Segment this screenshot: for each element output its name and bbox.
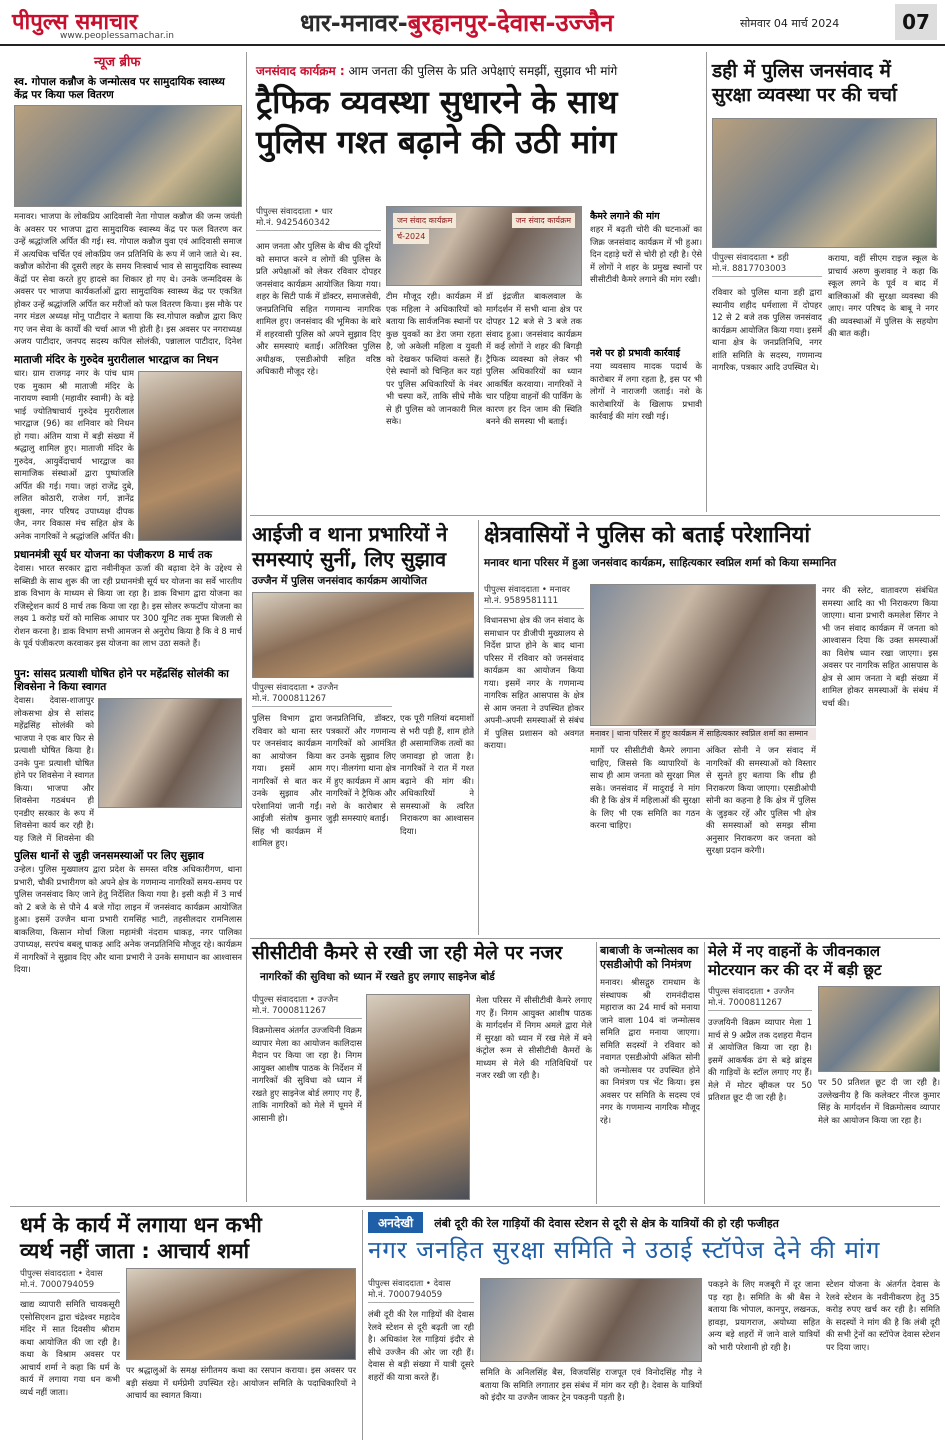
brief-body: धार। ग्राम राजगढ़ नगर के पांच धाम एक मुकाम श्री माताजी मंदिर के नारायण स्वामी (महावीर स्वामी) के बड़े भाई ज्योतिषाचार्य गुरुदेव मुरारीलाल भारद्वाज (96) का शनिवार को निधन हो गया। अंतिम यात्रा में बड़ी संख्या में श्रद्धालु शामिल हुए। माताजी मंदिर के गुरुदेव, आयुर्वेदाचार्य भारद्वाज का सामाजिक संस्थाओं द्वारा पुष्पांजलि अर्पित की गई। गया। जहां राजेंद्र दुबे, ललित कोठारी, राजेश गर्ग, ज्ञानेंद्र शुक्ला, नगर परिषद उपाध्यक्ष दीपक जैन, नगर विकास मंच सहित क्षेत्र के अनेक नागरिकों ने श्रद्धांजलि अर्पित की। <box>14 368 134 541</box>
ig-text-col: पुलिस विभाग द्वारा रविवार को थाना स्तर पर जनसंवाद कार्यक्रम का आयोजन किया गया। इसमें आम नागरिकों से बात कर उनके सुझाव और परेशानियां जानी गईं। आईजी संतोष कुमार सिंह भी कार्यक्रम में शामिल हुए। <box>252 713 322 848</box>
vehicles-headline: मेले में नए वाहनों के जीवनकाल मोटरयान कर की दर में बड़ी छूट <box>708 942 882 979</box>
manawar-text-col: नगर की स्लेट, वातावरण संबंधित समस्या आदि का भी निराकरण किया जाएगा। थाना प्रभारी कमलेश सिंगर ने भी जन संवाद कार्यक्रम में जनता को आश्वासन दिया कि उक्त समस्याओं का विशेष ध्यान रखा जाएगा। इस अवसर पर नागरिक सहित आसपास के क्षेत्र से आम जनता ने बड़ी संख्या में शामिल होकर समस्याओं के संबंध में चर्चा की। <box>822 585 938 708</box>
cctv-text-col: विक्रमोत्सव अंतर्गत उज्जयिनी विक्रम व्यापार मेला का आयोजन कालिदास मैदान पर किया जा रहा है। निगम आयुक्त आशीष पाठक के निर्देशन में नागरिकों की सुविधा को ध्यान में रखते हुए साइनेज बोर्ड लगाए गए हैं, ताकि नागरिकों को मेले में घूमने में आसानी हो। <box>252 1025 362 1123</box>
section-divider <box>250 938 940 939</box>
manawar-byline: पीपुल्स संवाददाता • मनावर मो.नं. 9589581111 <box>484 584 584 609</box>
column-divider <box>704 942 705 1204</box>
dharma-headline: धर्म के कार्य में लगाया धन कभी व्यर्थ नहीं जाता : आचार्य शर्मा <box>20 1213 262 1264</box>
manawar-photo-caption: मनावर | थाना परिसर में हुए कार्यक्रम में साहित्यकार स्वप्निल शर्मा का सम्मान <box>590 728 816 740</box>
cctv-headline: सीसीटीवी कैमरे से रखी जा रही मेले पर नजर <box>252 942 563 964</box>
rail-photo <box>480 1278 702 1362</box>
brief-photo <box>14 105 242 207</box>
brief-body: देवास। भारत सरकार द्वारा नवीनीकृत ऊर्जा की बढ़ावा देने के उद्देश्य से सब्सिडी के साथ शुरू की जा रही प्रधानमंत्री सूर्य घर योजना का सर्वे भारतीय डाक विभाग के माध्यम से किया जा रहा है। डाक विभाग द्वारा योजना का रजिस्ट्रेशन कार्य 8 मार्च तक किया जा रहा है। इस सोलर रूफटॉप योजना का लक्ष्य 1 करोड़ घरों को मासिक आधार पर 300 यूनिट तक मुफ्त बिजली से रोशन करना है। डाक विभाग सभी आमजन से अनुरोध किया है कि वे 8 मार्च के पूर्व पंजीकरण करवाकर इस योजना का लाभ उठा सकते हैं। <box>14 563 242 648</box>
rail-tag: अनदेखी <box>368 1212 423 1233</box>
brief-body: मनावर। भाजपा के लोकप्रिय आदिवासी नेता गोपाल कन्नौज की जन्म जयंती के अवसर पर भाजपा द्वारा सामुदायिक स्वास्थ्य केंद्र पर फल वितरण कर उन्हें श्रद्धांजलि अर्पित की गई। स्व. गोपाल कन्नौज युवा एवं आदिवासी समाज में अत्यधिक चर्चित एवं लोकप्रिय जन प्रतिनिधि के रूप में जाने जाते थे। स्व. कन्नौज कोरोना की दूसरी लहर के समय निःस्वार्थ भाव से सामुदायिक स्वास्थ्य केंद्रों पर सेवा करते हुए हादसे का शिकार हो गए थे। उनके जन्मदिवस के अवसर पर भाजपा कार्यकर्ताओं द्वारा सामुदायिक स्वास्थ्य केंद्र पर एकत्रित होकर उन्हें श्रद्धांजलि अर्पित कर मरीजों को फल वितरण किया। इस मौके पर नगर मंडल अध्यक्ष मोनू पाटीदार ने बताया कि स्व.गोपाल कन्नौज द्वारा किए गए जन सेवा के कार्यों की चर्चा आज भी होती है। इस अवसर पर नगराध्यक्ष अजय पाटीदार, जनपद सदस्य कपिल सोलंकी, पन्नालाल पाटीदार, दिनेश <box>14 211 242 346</box>
brief-photo <box>98 698 242 808</box>
cctv-photo <box>366 994 470 1200</box>
brief-body: उन्हेल। पुलिस मुख्यालय द्वारा प्रदेश के समस्त वरिष्ठ अधिकारीगण, थाना प्रभारी, चौकी प्रभारीगण को अपने क्षेत्र के गणमान्य नागरिकों समय-समय पर पुलिस जनसंवाद किए जाने हेतु निर्देशित किया गया है। इसी कड़ी में 3 मार्च को 2 बजे के से पौने 4 बजे गोंदा लाइन में जनसंवाद कार्यक्रम आयोजित हुआ। इसमें उज्जैन थाना प्रभारी रामसिंह भाटी, तहसीलदार रामनिलास बाकलिया, किसान मोर्चा जिला महामंत्री नंदराम धाकड़, नगर पालिका उपाध्यक्ष, सरपंच बबलू धाकड़ आदि अनेक जनप्रतिनिधि मौजूद रहे। कार्यक्रम में नागरिकों ने सुझाव दिए और थाना प्रभारी ने उनके समाधान का आश्वासन दिया। <box>14 864 242 974</box>
brief-headline: माताजी मंदिर के गुरुदेव मुरारीलाल भारद्वाज का निधन <box>14 354 219 366</box>
dahi-headline: डही में पुलिस जनसंवाद में सुरक्षा व्यवस्था पर की चर्चा <box>712 60 897 106</box>
dahi-text-col: रविवार को पुलिस थाना डही द्वारा स्थानीय शहीद धर्मशाला में दोपहर 12 से 2 बजे तक पुलिस जनसंवाद कार्यक्रम आयोजित किया गया। इसमें थाना क्षेत्र के जनप्रतिनिधि, नगर शांति समिति के सदस्य, गणमान्य नागरिक, पत्रकार आदि उपस्थित थे। <box>712 287 822 372</box>
cctv-subhead: नागरिकों की सुविधा को ध्यान में रखते हुए लगाए साइनेज बोर्ड <box>260 971 495 983</box>
lead-text-col: आम जनता और पुलिस के बीच की दूरियों को समाप्त करने व लोगों की पुलिस के प्रति अपेक्षाओं को लेकर रविवार दोपहर जनसंवाद कार्यक्रम आयोजित किया गया। शहर के सिटी पार्क में डॉक्टर, समाजसेवी, जनप्रतिनिधि सहित गणमान्य नागरिक शामिल हुए। जनसंवाद की भूमिका के बारे में शहरवासी पुलिस को अपने सुझाव दिए और समस्याएं बताईं। अतिरिक्त पुलिस अधीक्षक, एसडीओपी सहित वरिष्ठ अधिकारी मौजूद रहे। <box>256 241 381 376</box>
column-divider <box>706 52 707 512</box>
issue-date: सोमवार 04 मार्च 2024 <box>740 17 840 30</box>
ig-subhead: उज्जैन में पुलिस जनसंवाद कार्यक्रम आयोजित <box>252 575 427 587</box>
column-divider <box>478 520 479 935</box>
vehicles-photo <box>818 986 940 1072</box>
manawar-text-col: मार्गों पर सीसीटीवी कैमरे लगाना चाहिए, जिससे कि व्यापारियों के साथ ही आम जनता को सुरक्षा मिल सके। जनसंवाद में मादुराई ने मांग की है कि क्षेत्र में महिलाओं की सुरक्षा के लिए भी एक समिति का गठन करना चाहिए। <box>590 745 700 830</box>
ig-text-col: जनप्रतिनिधि, डॉक्टर, पत्रकारों और गणमान्य नागरिकों को आमंत्रित कर उनके सुझाव लिए गए। नीलगंगा थाना क्षेत्र में हुए कार्यक्रम में आम नागरिकों ने ट्रैफिक और नशे के कारोबार से जुड़ी समस्याएं बताईं। <box>326 713 396 823</box>
dharma-text-col: खाद्य व्यापारी समिति चायकसूरी एसोसिएशन द्वारा चंद्रेश्वर महादेव मंदिर में सात दिवसीय श्रीराम कथा आयोजित की जा रही है। कथा के विश्राम अवसर पर आचार्य शर्मा ने कहा कि धर्म के कार्य में लगाया गया धन कभी व्यर्थ नहीं जाता। <box>20 1299 120 1397</box>
manawar-photo <box>590 584 816 726</box>
manawar-subhead: मनावर थाना परिसर में हुआ जनसंवाद कार्यक्रम, साहित्यकार स्वप्निल शर्मा को किया सम्मानित <box>484 557 837 569</box>
dahi-text-col: कराया, वहीं सीएम राइज स्कूल के प्राचार्य अरुण कुशवाह ने कहा कि स्कूल लगने के पूर्व व बाद में बालिकाओं की सुरक्षा व्यवस्था की जाए। नगर परिषद के बाबू ने नगर की व्यवस्थाओं में पुलिस के सहयोग की बात कही। <box>828 253 938 338</box>
baba-headline: बाबाजी के जन्मोत्सव का एसडीओपी को निमंत्रण <box>600 944 699 971</box>
rail-tag-strip <box>368 1212 940 1232</box>
lead-text-col: डॉ इंद्रजीत बाकलवाल के मार्गदर्शन में सभी थाना क्षेत्र पर दोपहर 12 बजे से 3 बजे तक संवाद हुआ। जनसंवाद कार्यक्रम में कई लोगों ने शहर की बिगड़ी ट्रैफिक व्यवस्था को लेकर भी पुलिस अधिकारियों का ध्यान आकर्षित करवाया। नागरिकों ने चार पहिया वाहनों की पार्किंग के कारण हर दिन जाम की स्थिति बनने की समस्या भी बताई। <box>486 291 582 426</box>
page-header <box>0 0 945 46</box>
rail-text-col: स्टेशन योजना के अंतर्गत देवास के रेलवे स्टेशन के नवीनीकरण हेतु 35 करोड़ रुपए खर्च कर रही है। समिति के सदस्यों ने मांग की है कि लंबी दूरी की सभी ट्रेनों का स्टॉपेज देवास स्टेशन पर दिया जाए। <box>826 1279 940 1352</box>
lead-kicker: जनसंवाद कार्यक्रम : आम जनता की पुलिस के प्रति अपेक्षाएं समझीं, सुझाव भी मांगे <box>256 64 618 78</box>
news-brief-label: न्यूज ब्रीफ <box>94 55 141 70</box>
brief-headline: प्रधानमंत्री सूर्य घर योजना का पंजीकरण 8 मार्च तक <box>14 549 213 561</box>
lead-sidebar: कैमरे लगाने की मांग शहर में बढ़ती चोरी की घटनाओं का जिक्र जनसंवाद कार्यक्रम में भी हुआ। दिन दहाड़े घरों से चोरी हो रही है। ऐसे में लोगों ने शहर के प्रमुख स्थानों पर सीसीटीवी कैमरे लगाने की मांग रखी। नशे पर हो प्रभावी कार्रवाई नया व्यवसाय मादक पदार्थ के कारोबार में लगा रहता है, इस पर भी लोगों ने नाराजगी जताई। नशे के कारोबारियों के खिलाफ प्रभावी कार्रवाई की मांग रखी गई। <box>590 211 702 421</box>
cctv-text-col: मेला परिसर में सीसीटीवी कैमरे लगाए गए हैं। निगम आयुक्त आशीष पाठक के मार्गदर्शन में निगम अमले द्वारा मेले में सुरक्षा को ध्यान में रख मेले में बने कंट्रोल रूम से सीसीटीवी कैमरों के माध्यम से मेले की गतिविधियों पर नजर रखी जा रही है। <box>476 995 592 1080</box>
rail-text-col: पकड़ने के लिए मजबूरी में दूर जाना पड़ रहा है। समिति के श्री बैस ने बताया कि भोपाल, कानपुर, लखनऊ, हावड़ा, प्रयागराज, अयोध्या सहित अन्य बड़े शहरों में जाने वाले यात्रियों को भारी परेशानी हो रही है। <box>708 1279 820 1352</box>
dahi-photo <box>712 118 937 248</box>
lead-headline: ट्रैफिक व्यवस्था सुधारने के साथ पुलिस गश्त बढ़ाने की उठी मांग <box>256 83 618 161</box>
rail-text-col: लंबी दूरी की रेल गाड़ियों की देवास रेलवे स्टेशन से दूरी बढ़ती जा रही है। अधिकांश रेल गाड़ियां इंदौर से सीधे उज्जैन की ओर जा रही हैं। देवास से बड़ी संख्या में यात्री दूसरे शहरों की यात्रा करते हैं। <box>368 1309 474 1382</box>
dharma-text-col: पर श्रद्धालुओं के समक्ष संगीतमय कथा का रसपान कराया। इस अवसर पर बड़ी संख्या में धर्मप्रेमी उपस्थित रहे। आयोजन समिति के पदाधिकारियों ने आचार्य का स्वागत किया। <box>126 1365 356 1400</box>
manawar-text-col: विधानसभा क्षेत्र की जन संवाद के समाधान पर डीजीपी मुख्यालय से निर्देश प्राप्त होने के बाद थाना परिसर में रविवार को जनसंवाद कार्यक्रम का आयोजन किया गया। इसमें नगर के गणमान्य नागरिक सहित आसपास के क्षेत्र से आम जनता ने उपस्थित होकर अपनी-अपनी समस्याओं से संबंध में पुलिस प्रशासन को अवगत कराया। <box>484 615 584 750</box>
column-divider <box>596 942 597 1204</box>
vehicles-byline: पीपुल्स संवाददाता • उज्जैन मो.नं. 7000811267 <box>708 986 812 1011</box>
brief-photo <box>138 371 242 541</box>
ig-headline: आईजी व थाना प्रभारियों ने समस्याएं सुनीं, लिए सुझाव <box>252 522 448 571</box>
rail-tag-headline: लंबी दूरी की रेल गाड़ियों की देवास स्टेशन से दूरी से क्षेत्र के यात्रियों की हो रही फजीहत <box>434 1217 779 1230</box>
manawar-headline: क्षेत्रवासियों ने पुलिस को बताई परेशानियां <box>484 523 811 548</box>
dahi-byline: पीपुल्स संवाददाता • डही मो.नं. 8817703003 <box>712 252 822 277</box>
dharma-photo <box>126 1268 356 1360</box>
column-divider <box>246 52 247 1202</box>
ig-byline: पीपुल्स संवाददाता • उज्जैन मो.नं. 7000811267 <box>252 682 392 707</box>
rail-byline: पीपुल्स संवाददाता • देवास मो.नं. 7000794059 <box>368 1278 474 1303</box>
cctv-byline: पीपुल्स संवाददाता • उज्जैन मो.नं. 7000811267 <box>252 994 362 1019</box>
lead-text-col: टीम मौजूद रही। कार्यक्रम में एक महिला ने अधिकारियों को बताया कि सार्वजनिक स्थानों पर कुछ युवकों का डेरा जमा रहता है, जो अकेली महिला व युवती को देखकर फब्तियां कसते हैं। ऐसे स्थानों को चिन्हित कर यहां पर पुलिस अधिकारियों के नंबर भी चस्पा करें, ताकि सीधे मौके से ही पुलिस को जानकारी मिल सके। <box>386 291 482 426</box>
section-divider <box>10 1206 940 1207</box>
section-cities: धार-मनावर-बुरहानपुर-देवास-उज्जैन <box>300 9 614 37</box>
manawar-text-col: अंकित सोनी ने जन संवाद में नागरिकों की समस्याओं को विस्तार से सुनते हुए बताया कि शीघ्र ही निराकरण किया जाएगा। एसडीओपी सोनी का कहना है कि क्षेत्र में पुलिस के जुड़कर रहें और पुलिस भी क्षेत्र की समस्याओं को समझ सीमा अनुसार निराकरण कर जनता को सुरक्षा प्रदान करेगी। <box>706 745 816 855</box>
vehicles-text-col: उज्जयिनी विक्रम व्यापार मेला 1 मार्च से 9 अप्रैल तक दशहरा मैदान में आयोजित किया जा रहा है। इसमें आकर्षक ढंग से बड़े ब्रांड्स की गाड़ियों के स्टॉल लगाए गए हैं। मेले में मोटर व्हीकल पर 50 प्रतिशत छूट दी जा रही है। <box>708 1017 812 1102</box>
brief-headline: पुलिस थानों से जुड़ी जनसमस्याओं पर लिए सुझाव <box>14 850 204 862</box>
lead-byline: पीपुल्स संवाददाता • धार मो.नं. 9425460342 <box>256 206 381 231</box>
brief-headline: स्व. गोपाल कन्नौज के जन्मोत्सव पर सामुदायिक स्वास्थ्य केंद्र पर किया फल वितरण <box>14 76 225 101</box>
site-url[interactable]: www.peoplessamachar.in <box>60 31 174 41</box>
brief-body: देवास। देवास-शाजापुर लोकसभा क्षेत्र से सांसद महेंद्रसिंह सोलंकी को भाजपा ने एक बार फिर से प्रत्याशी घोषित किया है। उनके पुनः प्रत्याशी घोषित होने पर शिवसेना ने स्वागत किया। भाजपा और शिवसेना गठबंधन ही एनडीए सरकार के रूप में शिवसेना कार्य कर रही है। यह जिले में शिवसेना की <box>14 695 94 843</box>
dharma-byline: पीपुल्स संवाददाता • देवास मो.नं. 7000794059 <box>20 1268 120 1293</box>
vehicles-text-col: पर 50 प्रतिशत छूट दी जा रही है। उल्लेखनीय है कि कलेक्टर नीरज कुमार सिंह के मार्गदर्शन में विक्रमोत्सव व्यापार मेले का आयोजन किया जा रहा है। <box>818 1077 940 1125</box>
masthead-logo: पीपुल्स समाचार <box>12 10 138 35</box>
column-divider <box>362 1210 363 1440</box>
news-brief <box>14 52 242 1207</box>
page-number: 07 <box>895 4 937 40</box>
section-divider <box>250 515 940 516</box>
rail-text-col: समिति के अनिलसिंह बैस, विजयसिंह राजपूत एवं विनोदसिंह गौड़ ने बताया कि समिति लगातार इस संबंध में मांग कर रही है। देवास के यात्रियों को इंदौर या उज्जैन जाकर ट्रेन पकड़नी पड़ती है। <box>480 1367 702 1402</box>
brief-headline: पुन: सांसद प्रत्याशी घोषित होने पर महेंद्रसिंह सोलंकी का शिवसेना ने किया स्वागत <box>14 668 229 693</box>
lead-photo: जन संवाद कार्यक्रम र्च-2024 जन संवाद कार्यक्रम <box>386 206 582 286</box>
ig-text-col: एक पूरी गलियां बदमाशों से भरी पड़ी हैं, शाम होते ही असामाजिक तत्वों का जमावड़ा हो जाता है। नागरिकों ने रात में गश्त बढ़ाने की मांग की। अधिकारियों ने समस्याओं के त्वरित निराकरण का आश्वासन दिया। <box>400 713 474 836</box>
ig-photo <box>252 592 474 678</box>
rail-headline: नगर जनहित सुरक्षा समिति ने उठाई स्टॉपेज देने की मांग <box>368 1236 881 1264</box>
baba-text: मनावर। श्रीसद्गुरु रामधाम के संस्थापक श्री रामनंदीदास महाराज का 24 मार्च को मनाया जाने वाला 104 वां जन्मोत्सव समिति द्वारा मनाया जाएगा। समिति सदस्यों ने रविवार को नवागत एसडीओपी अंकित सोनी को जन्मोत्सव पर उपस्थित होने का निमंत्रण पत्र भेंट किया। इस अवसर पर समिति के सदस्य एवं नगर के गणमान्य नागरिक मौजूद रहे। <box>600 977 700 1125</box>
